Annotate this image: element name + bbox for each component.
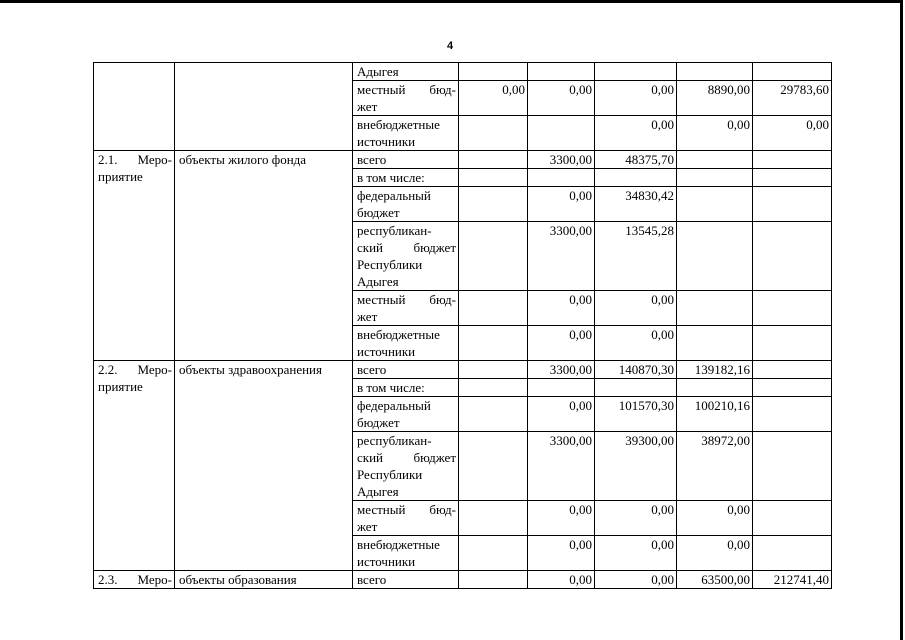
amount-cell: 0,00 [753, 116, 832, 151]
amount-cell [677, 169, 753, 187]
amount-cell [753, 63, 832, 81]
amount-cell: 0,00 [677, 116, 753, 151]
amount-cell: 0,00 [528, 571, 595, 589]
funding-source-line: ский бюджет [357, 240, 456, 255]
amount-cell: 48375,70 [595, 151, 677, 169]
amount-cell [459, 222, 528, 291]
funding-source-line: бюджет [357, 205, 400, 220]
amount-cell: 0,00 [528, 81, 595, 116]
table-row [94, 151, 832, 169]
amount-cell [459, 116, 528, 151]
amount-cell: 13545,28 [595, 222, 677, 291]
amount-cell [677, 151, 753, 169]
amount-cell: 0,00 [528, 187, 595, 222]
amount-cell [753, 291, 832, 326]
funding-source-line: всего [357, 572, 387, 587]
amount-cell [753, 536, 832, 571]
amount-cell [459, 151, 528, 169]
amount-cell [677, 187, 753, 222]
amount-cell [753, 187, 832, 222]
measure-label-cell [94, 63, 175, 151]
funding-source-line: Республики [357, 467, 423, 482]
amount-cell [459, 63, 528, 81]
measure-label-cell [94, 361, 175, 571]
funding-source-cell [353, 151, 459, 169]
funding-source-line: Адыгея [357, 274, 399, 289]
measure-label-cell [94, 571, 175, 589]
amount-cell [459, 571, 528, 589]
amount-cell: 3300,00 [528, 151, 595, 169]
funding-source-line: Адыгея [357, 64, 399, 79]
funding-source-line: жет [357, 99, 378, 114]
amount-cell [459, 187, 528, 222]
amount-cell [459, 432, 528, 501]
funding-source-cell [353, 187, 459, 222]
funding-source-line: Республики [357, 257, 423, 272]
funding-source-cell [353, 571, 459, 589]
amount-cell: 0,00 [528, 397, 595, 432]
page-number: 4 [446, 40, 454, 52]
amount-cell: 63500,00 [677, 571, 753, 589]
amount-cell: 212741,40 [753, 571, 832, 589]
funding-source-cell [353, 379, 459, 397]
amount-cell: 139182,16 [677, 361, 753, 379]
page-frame-top [0, 0, 903, 3]
funding-source-line: ский бюджет [357, 450, 456, 465]
funding-source-cell [353, 81, 459, 116]
amount-cell: 38972,00 [677, 432, 753, 501]
amount-cell [528, 116, 595, 151]
amount-cell [753, 361, 832, 379]
amount-cell: 8890,00 [677, 81, 753, 116]
amount-cell: 0,00 [528, 326, 595, 361]
amount-cell [753, 432, 832, 501]
amount-cell [595, 379, 677, 397]
funding-source-cell [353, 116, 459, 151]
amount-cell: 0,00 [677, 536, 753, 571]
measure-label-cell [94, 151, 175, 361]
funding-source-line: федеральный [357, 188, 431, 203]
measure-object-cell: объекты образования [175, 571, 353, 589]
amount-cell [459, 291, 528, 326]
amount-cell [528, 379, 595, 397]
amount-cell [753, 151, 832, 169]
amount-cell: 0,00 [528, 501, 595, 536]
funding-source-line: всего [357, 362, 387, 377]
amount-cell: 39300,00 [595, 432, 677, 501]
funding-source-line: внебюджетные [357, 537, 440, 552]
amount-cell: 0,00 [677, 501, 753, 536]
amount-cell [459, 361, 528, 379]
table-row [94, 63, 832, 81]
amount-cell [677, 326, 753, 361]
amount-cell [753, 501, 832, 536]
amount-cell [595, 169, 677, 187]
measure-label-line: 2.2. Меро- [98, 362, 172, 377]
funding-source-line: жет [357, 309, 378, 324]
measure-object-cell: объекты жилого фонда [175, 151, 353, 361]
funding-source-cell [353, 501, 459, 536]
amount-cell [677, 291, 753, 326]
measure-object-cell: объекты здравоохранения [175, 361, 353, 571]
amount-cell: 0,00 [528, 291, 595, 326]
amount-cell [753, 326, 832, 361]
measure-label-line: приятие [98, 169, 143, 184]
amount-cell: 100210,16 [677, 397, 753, 432]
amount-cell [459, 379, 528, 397]
budget-table [93, 62, 832, 589]
amount-cell: 29783,60 [753, 81, 832, 116]
amount-cell [459, 501, 528, 536]
funding-source-line: федеральный [357, 398, 431, 413]
funding-source-line: источники [357, 134, 416, 149]
amount-cell: 140870,30 [595, 361, 677, 379]
measure-object-cell [175, 63, 353, 151]
funding-source-line: источники [357, 554, 416, 569]
funding-source-cell [353, 63, 459, 81]
measure-label-line: 2.3. Меро- [98, 572, 172, 587]
funding-source-cell [353, 326, 459, 361]
measure-label-line: приятие [98, 379, 143, 394]
funding-source-line: жет [357, 519, 378, 534]
funding-source-cell [353, 291, 459, 326]
amount-cell [753, 379, 832, 397]
amount-cell: 0,00 [595, 81, 677, 116]
amount-cell: 0,00 [528, 536, 595, 571]
amount-cell: 0,00 [595, 291, 677, 326]
amount-cell: 0,00 [595, 326, 677, 361]
funding-source-line: республикан- [357, 433, 432, 448]
amount-cell: 3300,00 [528, 432, 595, 501]
amount-cell: 0,00 [595, 571, 677, 589]
funding-source-line: в том числе: [357, 380, 425, 395]
amount-cell: 0,00 [595, 536, 677, 571]
table-row [94, 571, 832, 589]
amount-cell: 3300,00 [528, 222, 595, 291]
amount-cell [753, 397, 832, 432]
funding-source-cell [353, 432, 459, 501]
funding-source-line: внебюджетные [357, 327, 440, 342]
funding-source-line: республикан- [357, 223, 432, 238]
table-row [94, 361, 832, 379]
funding-source-line: всего [357, 152, 387, 167]
funding-source-line: в том числе: [357, 170, 425, 185]
amount-cell: 101570,30 [595, 397, 677, 432]
funding-source-line: местный бюд- [357, 82, 456, 97]
funding-source-cell [353, 536, 459, 571]
funding-source-line: источники [357, 344, 416, 359]
funding-source-line: внебюджетные [357, 117, 440, 132]
amount-cell: 0,00 [595, 116, 677, 151]
funding-source-line: бюджет [357, 415, 400, 430]
amount-cell [595, 63, 677, 81]
amount-cell [459, 169, 528, 187]
funding-source-line: местный бюд- [357, 502, 456, 517]
funding-source-line: Адыгея [357, 484, 399, 499]
funding-source-cell [353, 169, 459, 187]
amount-cell [753, 169, 832, 187]
amount-cell [677, 63, 753, 81]
amount-cell [459, 397, 528, 432]
amount-cell [677, 222, 753, 291]
amount-cell [677, 379, 753, 397]
funding-source-line: местный бюд- [357, 292, 456, 307]
amount-cell [528, 63, 595, 81]
measure-label-line: 2.1. Меро- [98, 152, 172, 167]
amount-cell [459, 536, 528, 571]
funding-source-cell [353, 397, 459, 432]
amount-cell: 34830,42 [595, 187, 677, 222]
amount-cell [753, 222, 832, 291]
funding-source-cell [353, 222, 459, 291]
amount-cell: 3300,00 [528, 361, 595, 379]
amount-cell [528, 169, 595, 187]
page-frame-right [900, 0, 903, 640]
amount-cell [459, 326, 528, 361]
amount-cell: 0,00 [459, 81, 528, 116]
funding-source-cell [353, 361, 459, 379]
amount-cell: 0,00 [595, 501, 677, 536]
